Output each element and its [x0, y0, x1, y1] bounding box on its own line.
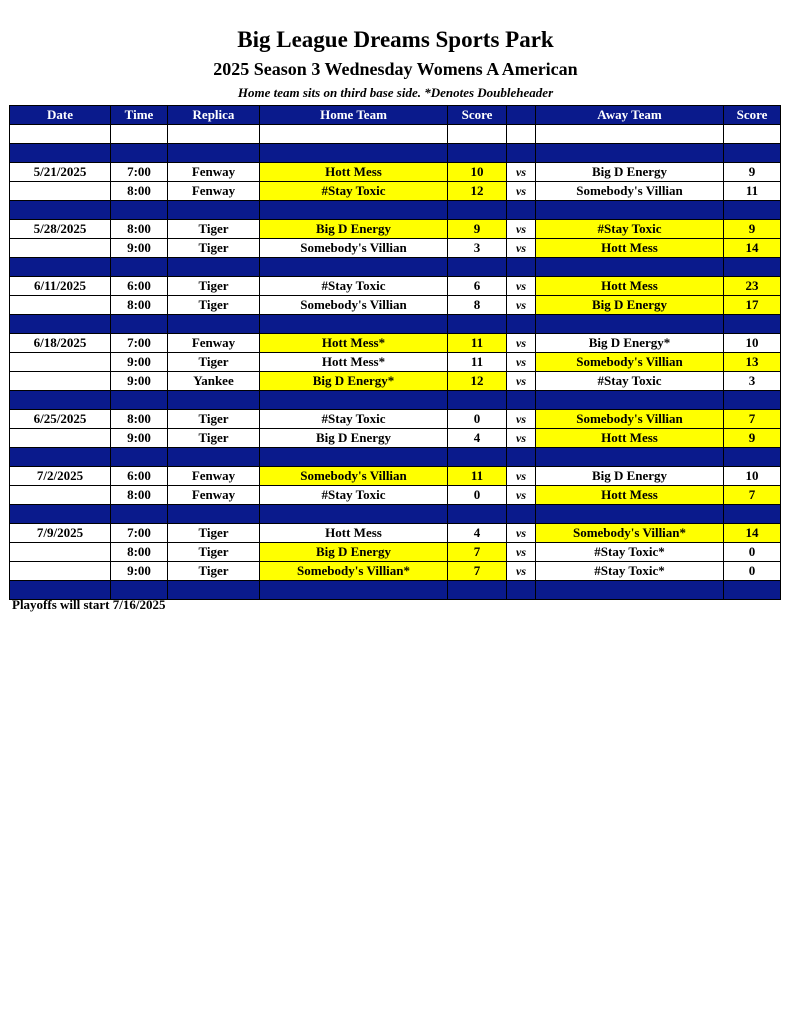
game-time: 7:00 [111, 163, 168, 182]
home-team: #Stay Toxic [260, 182, 448, 201]
game-date: 7/9/2025 [10, 524, 111, 543]
vs-label: vs [507, 524, 536, 543]
home-score: 11 [448, 467, 507, 486]
separator-band-cell [111, 448, 168, 467]
home-score: 12 [448, 372, 507, 391]
separator-band-cell [448, 581, 507, 600]
game-date: 7/2/2025 [10, 467, 111, 486]
home-score: 7 [448, 562, 507, 581]
game-row [10, 429, 781, 448]
game-date [10, 239, 111, 258]
col-header-replica: Replica [168, 106, 260, 125]
home-team: #Stay Toxic [260, 277, 448, 296]
game-time: 9:00 [111, 372, 168, 391]
separator-band-cell [507, 448, 536, 467]
separator-band-cell [111, 391, 168, 410]
away-score: 3 [724, 372, 781, 391]
vs-label: vs [507, 372, 536, 391]
vs-label: vs [507, 353, 536, 372]
vs-label: vs [507, 543, 536, 562]
game-time: 7:00 [111, 334, 168, 353]
away-team: Somebody's Villian [536, 353, 724, 372]
game-row [10, 182, 781, 201]
vs-label: vs [507, 239, 536, 258]
separator-band-cell [724, 201, 781, 220]
game-time: 8:00 [111, 486, 168, 505]
game-time: 8:00 [111, 410, 168, 429]
home-score: 12 [448, 182, 507, 201]
game-time: 8:00 [111, 543, 168, 562]
game-row [10, 239, 781, 258]
game-row [10, 562, 781, 581]
game-date: 5/28/2025 [10, 220, 111, 239]
game-row [10, 543, 781, 562]
game-field: Fenway [168, 486, 260, 505]
separator-band-cell [507, 201, 536, 220]
separator-band-cell [260, 258, 448, 277]
separator-band-cell [448, 315, 507, 334]
game-field: Tiger [168, 410, 260, 429]
separator-band-cell [448, 505, 507, 524]
separator-band-cell [507, 391, 536, 410]
away-team: Hott Mess [536, 429, 724, 448]
away-score: 10 [724, 334, 781, 353]
away-team: #Stay Toxic* [536, 562, 724, 581]
away-score: 10 [724, 467, 781, 486]
separator-band-cell [10, 391, 111, 410]
playoffs-note: Playoffs will start 7/16/2025 [12, 597, 166, 612]
separator-band-cell [536, 315, 724, 334]
home-team-note: Home team sits on third base side. *Denotes Doubleheader [237, 85, 554, 100]
home-team: Hott Mess* [260, 334, 448, 353]
game-date [10, 486, 111, 505]
separator-band-cell [724, 315, 781, 334]
blank-row-cell [724, 125, 781, 144]
away-score: 0 [724, 543, 781, 562]
separator-band-cell [260, 448, 448, 467]
separator-band-cell [260, 315, 448, 334]
separator-band-cell [260, 144, 448, 163]
separator-band-cell [724, 258, 781, 277]
separator-band [10, 315, 781, 334]
game-field: Yankee [168, 372, 260, 391]
separator-band-cell [448, 201, 507, 220]
away-score: 14 [724, 524, 781, 543]
home-team: Somebody's Villian [260, 296, 448, 315]
separator-band [10, 258, 781, 277]
separator-band-cell [724, 391, 781, 410]
away-team: Somebody's Villian [536, 182, 724, 201]
game-row [10, 486, 781, 505]
game-field: Tiger [168, 296, 260, 315]
game-row [10, 353, 781, 372]
separator-band [10, 144, 781, 163]
game-date [10, 543, 111, 562]
separator-band-cell [168, 505, 260, 524]
game-row [10, 296, 781, 315]
game-row [10, 524, 781, 543]
separator-band-cell [168, 258, 260, 277]
separator-band-cell [260, 391, 448, 410]
blank-row-cell [260, 125, 448, 144]
separator-band [10, 391, 781, 410]
home-score: 4 [448, 524, 507, 543]
away-score: 14 [724, 239, 781, 258]
game-row [10, 277, 781, 296]
game-field: Tiger [168, 543, 260, 562]
away-team: Big D Energy [536, 296, 724, 315]
vs-label: vs [507, 410, 536, 429]
separator-band-cell [536, 581, 724, 600]
game-field: Tiger [168, 429, 260, 448]
separator-band-cell [260, 505, 448, 524]
vs-label: vs [507, 334, 536, 353]
vs-label: vs [507, 486, 536, 505]
game-date [10, 372, 111, 391]
home-team: Big D Energy [260, 543, 448, 562]
separator-band-cell [260, 581, 448, 600]
game-time: 8:00 [111, 296, 168, 315]
separator-band-cell [724, 505, 781, 524]
home-score: 0 [448, 410, 507, 429]
game-field: Fenway [168, 182, 260, 201]
vs-label: vs [507, 562, 536, 581]
game-time: 7:00 [111, 524, 168, 543]
separator-band-cell [507, 144, 536, 163]
game-time: 6:00 [111, 467, 168, 486]
blank-row-cell [536, 125, 724, 144]
separator-band-cell [111, 144, 168, 163]
away-team: Big D Energy* [536, 334, 724, 353]
separator-band-cell [10, 201, 111, 220]
home-team: Big D Energy [260, 220, 448, 239]
game-row [10, 220, 781, 239]
game-row [10, 410, 781, 429]
separator-band-cell [260, 201, 448, 220]
vs-label: vs [507, 277, 536, 296]
col-header-home-team: Home Team [260, 106, 448, 125]
vs-label: vs [507, 467, 536, 486]
game-time: 9:00 [111, 429, 168, 448]
vs-label: vs [507, 429, 536, 448]
home-score: 7 [448, 543, 507, 562]
home-team: Big D Energy* [260, 372, 448, 391]
blank-row-cell [10, 125, 111, 144]
separator-band-cell [168, 201, 260, 220]
separator-band-cell [507, 315, 536, 334]
separator-band-cell [10, 448, 111, 467]
separator-band-cell [10, 258, 111, 277]
separator-band-cell [448, 391, 507, 410]
separator-band-cell [536, 505, 724, 524]
blank-row-cell [507, 125, 536, 144]
game-time: 8:00 [111, 220, 168, 239]
home-team: Somebody's Villian [260, 467, 448, 486]
home-score: 3 [448, 239, 507, 258]
separator-band [10, 505, 781, 524]
game-date: 6/18/2025 [10, 334, 111, 353]
game-date [10, 429, 111, 448]
away-team: Big D Energy [536, 163, 724, 182]
separator-band-cell [536, 258, 724, 277]
col-header-time: Time [111, 106, 168, 125]
home-team: Hott Mess [260, 524, 448, 543]
game-time: 8:00 [111, 182, 168, 201]
game-field: Tiger [168, 524, 260, 543]
home-team: #Stay Toxic [260, 486, 448, 505]
game-time: 9:00 [111, 239, 168, 258]
game-date [10, 182, 111, 201]
game-field: Fenway [168, 163, 260, 182]
schedule-body [10, 125, 781, 600]
table-header-row [10, 106, 781, 125]
separator-band-cell [10, 315, 111, 334]
away-team: Somebody's Villian [536, 410, 724, 429]
game-field: Fenway [168, 334, 260, 353]
home-score: 11 [448, 353, 507, 372]
vs-label: vs [507, 182, 536, 201]
game-date [10, 353, 111, 372]
home-score: 9 [448, 220, 507, 239]
away-score: 13 [724, 353, 781, 372]
page-title: Big League Dreams Sports Park [237, 27, 554, 52]
separator-band-cell [168, 315, 260, 334]
separator-band-cell [168, 391, 260, 410]
game-time: 9:00 [111, 353, 168, 372]
separator-band [10, 201, 781, 220]
separator-band [10, 448, 781, 467]
separator-band-cell [10, 144, 111, 163]
home-team: Somebody's Villian [260, 239, 448, 258]
home-score: 6 [448, 277, 507, 296]
game-field: Tiger [168, 220, 260, 239]
blank-row-cell [111, 125, 168, 144]
separator-band-cell [111, 201, 168, 220]
separator-band-cell [111, 315, 168, 334]
away-team: #Stay Toxic* [536, 543, 724, 562]
schedule-table [9, 105, 781, 600]
separator-band-cell [536, 201, 724, 220]
separator-band-cell [168, 581, 260, 600]
game-row [10, 163, 781, 182]
home-team: Big D Energy [260, 429, 448, 448]
away-score: 7 [724, 410, 781, 429]
game-field: Fenway [168, 467, 260, 486]
home-team: Somebody's Villian* [260, 562, 448, 581]
away-team: Hott Mess [536, 239, 724, 258]
away-team: Big D Energy [536, 467, 724, 486]
home-score: 4 [448, 429, 507, 448]
vs-label: vs [507, 220, 536, 239]
away-team: Hott Mess [536, 486, 724, 505]
game-date: 5/21/2025 [10, 163, 111, 182]
col-header-date: Date [10, 106, 111, 125]
away-team: #Stay Toxic [536, 372, 724, 391]
away-team: Somebody's Villian* [536, 524, 724, 543]
home-team: Hott Mess* [260, 353, 448, 372]
separator-band-cell [507, 505, 536, 524]
away-score: 11 [724, 182, 781, 201]
game-time: 9:00 [111, 562, 168, 581]
home-team: Hott Mess [260, 163, 448, 182]
game-date [10, 562, 111, 581]
col-header-home-score: Score [448, 106, 507, 125]
separator-band-cell [111, 258, 168, 277]
away-score: 9 [724, 220, 781, 239]
game-field: Tiger [168, 353, 260, 372]
vs-label: vs [507, 296, 536, 315]
game-row [10, 467, 781, 486]
away-score: 17 [724, 296, 781, 315]
game-row [10, 372, 781, 391]
game-row [10, 334, 781, 353]
home-score: 11 [448, 334, 507, 353]
separator-band-cell [111, 505, 168, 524]
separator-band-cell [168, 448, 260, 467]
col-header-away-team: Away Team [536, 106, 724, 125]
home-score: 0 [448, 486, 507, 505]
vs-label: vs [507, 163, 536, 182]
game-field: Tiger [168, 562, 260, 581]
game-field: Tiger [168, 277, 260, 296]
blank-row-cell [168, 125, 260, 144]
separator-band-cell [448, 258, 507, 277]
separator-band-cell [724, 581, 781, 600]
away-score: 0 [724, 562, 781, 581]
separator-band-cell [448, 144, 507, 163]
separator-band-cell [724, 144, 781, 163]
blank-row-cell [448, 125, 507, 144]
home-score: 8 [448, 296, 507, 315]
away-score: 9 [724, 429, 781, 448]
separator-band-cell [724, 448, 781, 467]
col-header-vs [507, 106, 536, 125]
page-subtitle: 2025 Season 3 Wednesday Womens A American [213, 59, 578, 79]
away-score: 7 [724, 486, 781, 505]
separator-band-cell [10, 505, 111, 524]
separator-band-cell [536, 144, 724, 163]
away-team: #Stay Toxic [536, 220, 724, 239]
separator-band-cell [448, 448, 507, 467]
separator-band-cell [168, 144, 260, 163]
game-date: 6/25/2025 [10, 410, 111, 429]
game-date [10, 296, 111, 315]
away-score: 23 [724, 277, 781, 296]
separator-band-cell [536, 448, 724, 467]
home-score: 10 [448, 163, 507, 182]
separator-band-cell [507, 581, 536, 600]
separator-band-cell [507, 258, 536, 277]
game-field: Tiger [168, 239, 260, 258]
game-date: 6/11/2025 [10, 277, 111, 296]
away-score: 9 [724, 163, 781, 182]
blank-row [10, 125, 781, 144]
away-team: Hott Mess [536, 277, 724, 296]
home-team: #Stay Toxic [260, 410, 448, 429]
game-time: 6:00 [111, 277, 168, 296]
separator-band-cell [536, 391, 724, 410]
col-header-away-score: Score [724, 106, 781, 125]
